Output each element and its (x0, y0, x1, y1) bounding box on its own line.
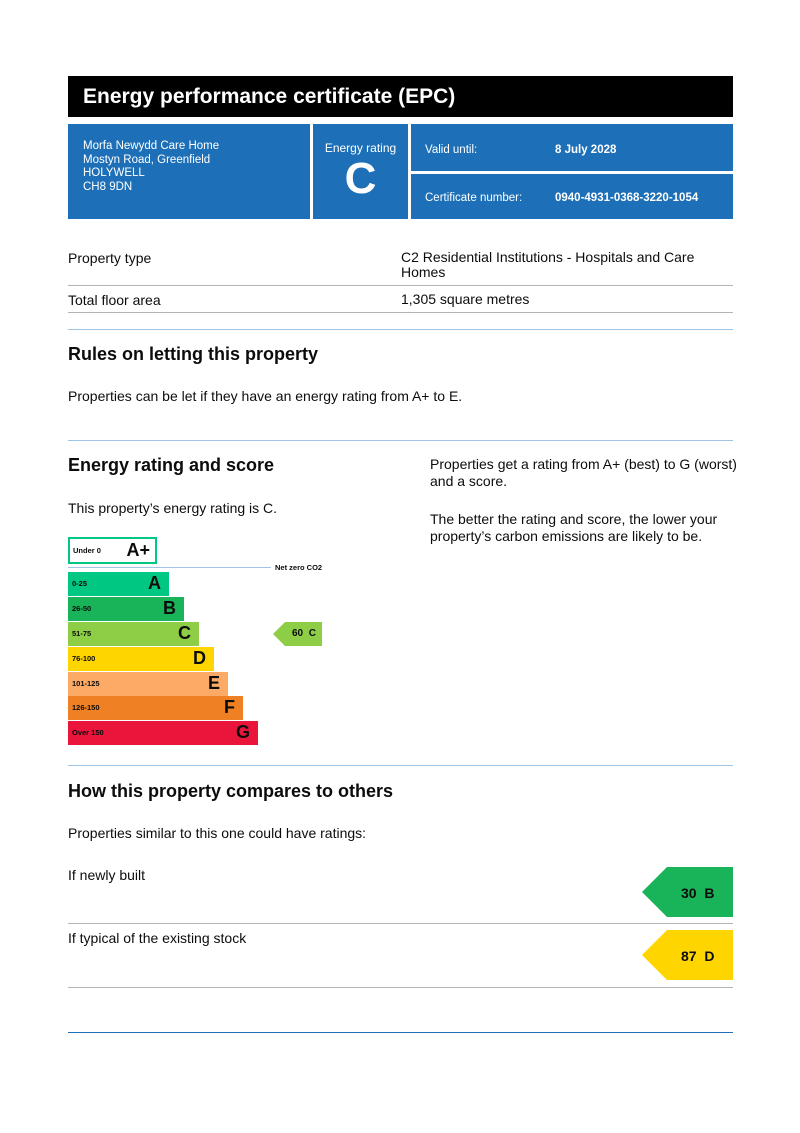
compare-text: Properties similar to this one could have ratings: (68, 825, 367, 841)
band-letter: F (224, 697, 235, 717)
band-letter: A (148, 573, 161, 593)
compare-heading: How this property compares to others (68, 781, 394, 801)
band-range: 76-100 (72, 654, 96, 663)
score-side-text-2: The better the rating and score, the lower your property’s carbon emissions are likely to be. (430, 511, 718, 544)
current-letter: C (308, 628, 316, 639)
score-heading: Energy rating and score (68, 455, 275, 475)
net-zero-label: Net zero CO2 (275, 563, 323, 572)
band-letter: E (207, 673, 220, 693)
band-range: 101-125 (72, 679, 100, 688)
valid-until-value: 8 July 2028 (555, 144, 617, 156)
band-range: 51-75 (72, 629, 92, 638)
newly-built-score: 30 (681, 885, 697, 901)
letting-text: Properties can be let if they have an energy rating from A+ to E. (68, 388, 463, 404)
existing-stock-score: 87 (681, 948, 697, 964)
newly-built-rating (681, 885, 714, 901)
address-line: Morfa Newydd Care Home (83, 140, 220, 152)
compare-row (68, 867, 733, 924)
energy-rating-value: C (344, 154, 377, 203)
address-line: HOLYWELL (83, 167, 145, 179)
band-letter: D (193, 648, 206, 668)
property-type-value: C2 Residential Institutions - Hospitals and Care Homes (401, 249, 695, 280)
divider (68, 765, 733, 766)
existing-stock-letter: D (704, 948, 715, 964)
address-line: CH8 9DN (83, 180, 133, 193)
compare-row (68, 930, 733, 988)
compare-row-label: If typical of the existing stock (68, 930, 247, 946)
letting-heading: Rules on letting this property (68, 344, 319, 364)
band-range: 126-150 (72, 703, 100, 712)
band-letter: B (163, 598, 176, 618)
band-letter: A+ (126, 540, 150, 560)
newly-built-letter: B (704, 885, 715, 901)
band-letter: C (178, 623, 191, 643)
certificate-number: 0940-4931-0368-3220-1054 (555, 192, 699, 204)
current-score: 60 (292, 628, 304, 639)
band-letter: G (235, 722, 250, 742)
floor-area-value: 1,305 square metres (401, 291, 530, 307)
existing-stock-rating (681, 948, 714, 964)
certificate-label: Certificate number: (425, 192, 523, 204)
band-range: Over 150 (72, 728, 104, 737)
score-side-text-1: Properties get a rating from A+ (best) to G (worst) and a score. (430, 456, 737, 489)
band-range: Under 0 (73, 546, 101, 555)
property-type-label: Property type (68, 250, 152, 266)
band-range: 26-50 (72, 604, 92, 613)
current-rating-label (292, 628, 316, 639)
floor-area-label: Total floor area (68, 292, 161, 308)
footer-divider (68, 1032, 733, 1033)
band-range: 0-25 (72, 579, 88, 588)
compare-row-label: If newly built (68, 867, 146, 883)
page-title: Energy performance certificate (EPC) (68, 76, 733, 117)
score-text: This property’s energy rating is C. (68, 500, 278, 516)
address-line: Mostyn Road, Greenfield (83, 153, 211, 166)
energy-rating-label: Energy rating (324, 141, 397, 155)
valid-until-label: Valid until: (425, 144, 478, 156)
